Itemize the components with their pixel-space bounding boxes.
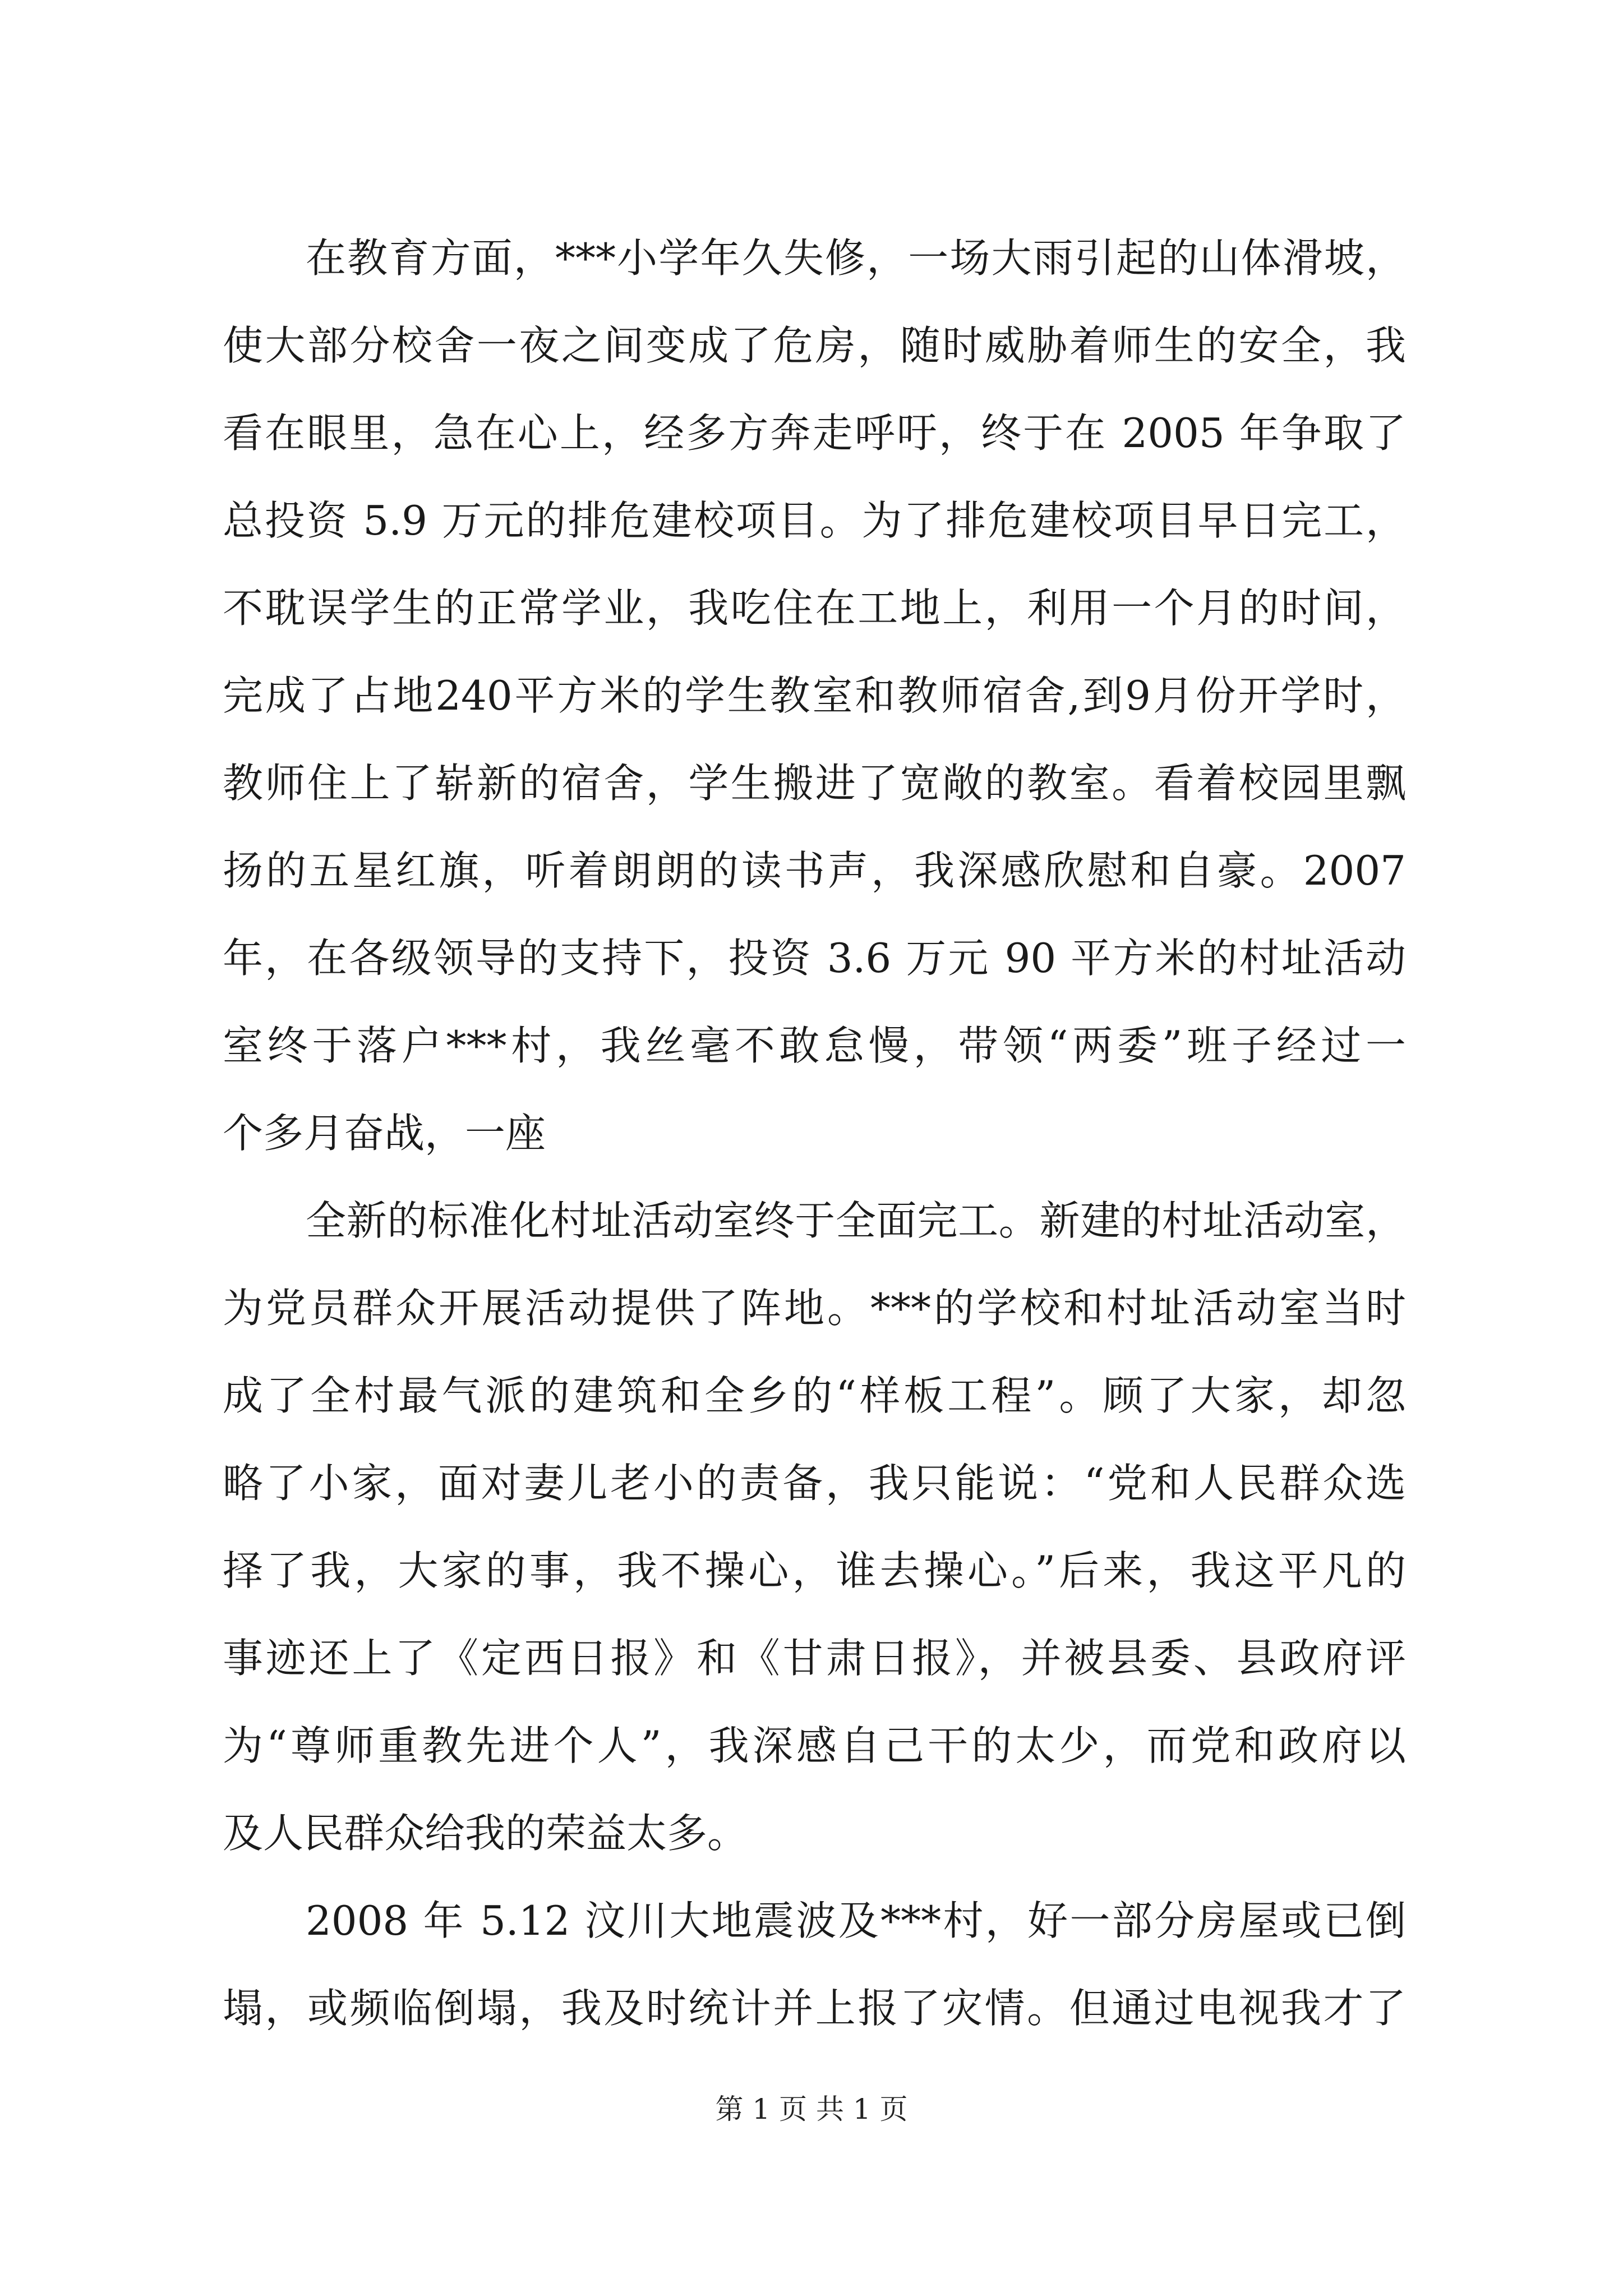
- text-line: 看在眼里，急在心上，经多方奔走呼吁，终于在 2005 年争取了: [223, 409, 1406, 457]
- text-line: 塌，或频临倒塌，我及时统计并上报了灾情。但通过电视我才了: [223, 1985, 1406, 2032]
- text-line: 成了全村最气派的建筑和全乡的“样板工程”。顾了大家，却忽: [223, 1372, 1406, 1419]
- text-line: 教师住上了崭新的宿舍，学生搬进了宽敞的教室。看着校园里飘: [223, 760, 1406, 807]
- text-line: 事迹还上了《定西日报》和《甘肃日报》，并被县委、县政府评: [223, 1635, 1406, 1682]
- text-line: 完成了占地240平方米的学生教室和教师宿舍,到9月份开学时，: [223, 672, 1406, 719]
- text-line: 室终于落户***村，我丝毫不敢怠慢，带领“两委”班子经过一: [223, 1022, 1406, 1069]
- text-line: 为党员群众开展活动提供了阵地。***的学校和村址活动室当时: [223, 1285, 1406, 1332]
- text-line: 为“尊师重教先进个人”，我深感自己干的太少，而党和政府以: [223, 1722, 1406, 1769]
- text-line: 个多月奋战，一座: [223, 1110, 546, 1157]
- body-text: [223, 214, 1406, 2052]
- text-line: 全新的标准化村址活动室终于全面完工。新建的村址活动室，: [306, 1197, 1406, 1244]
- text-line: 在教育方面，***小学年久失修，一场大雨引起的山体滑坡，: [306, 234, 1406, 282]
- page-footer: 第 1 页 共 1 页: [715, 2093, 908, 2125]
- text-line: 略了小家，面对妻儿老小的责备，我只能说：“党和人民群众选: [223, 1460, 1406, 1507]
- text-line: 择了我，大家的事，我不操心，谁去操心。”后来，我这平凡的: [223, 1547, 1406, 1594]
- text-line: 不耽误学生的正常学业，我吃住在工地上，利用一个月的时间，: [223, 585, 1406, 632]
- text-line: 使大部分校舍一夜之间变成了危房，随时威胁着师生的安全，我: [223, 322, 1406, 369]
- text-line: 扬的五星红旗，听着朗朗的读书声，我深感欣慰和自豪。2007: [223, 847, 1406, 894]
- text-line: 及人民群众给我的荣益太多。: [223, 1810, 748, 1857]
- text-line: 总投资 5.9 万元的排危建校项目。为了排危建校项目早日完工，: [223, 497, 1406, 544]
- text-line: 2008 年 5.12 汶川大地震波及***村，好一部分房屋或已倒: [306, 1897, 1406, 1944]
- text-line: 年，在各级领导的支持下，投资 3.6 万元 90 平方米的村址活动: [223, 935, 1406, 982]
